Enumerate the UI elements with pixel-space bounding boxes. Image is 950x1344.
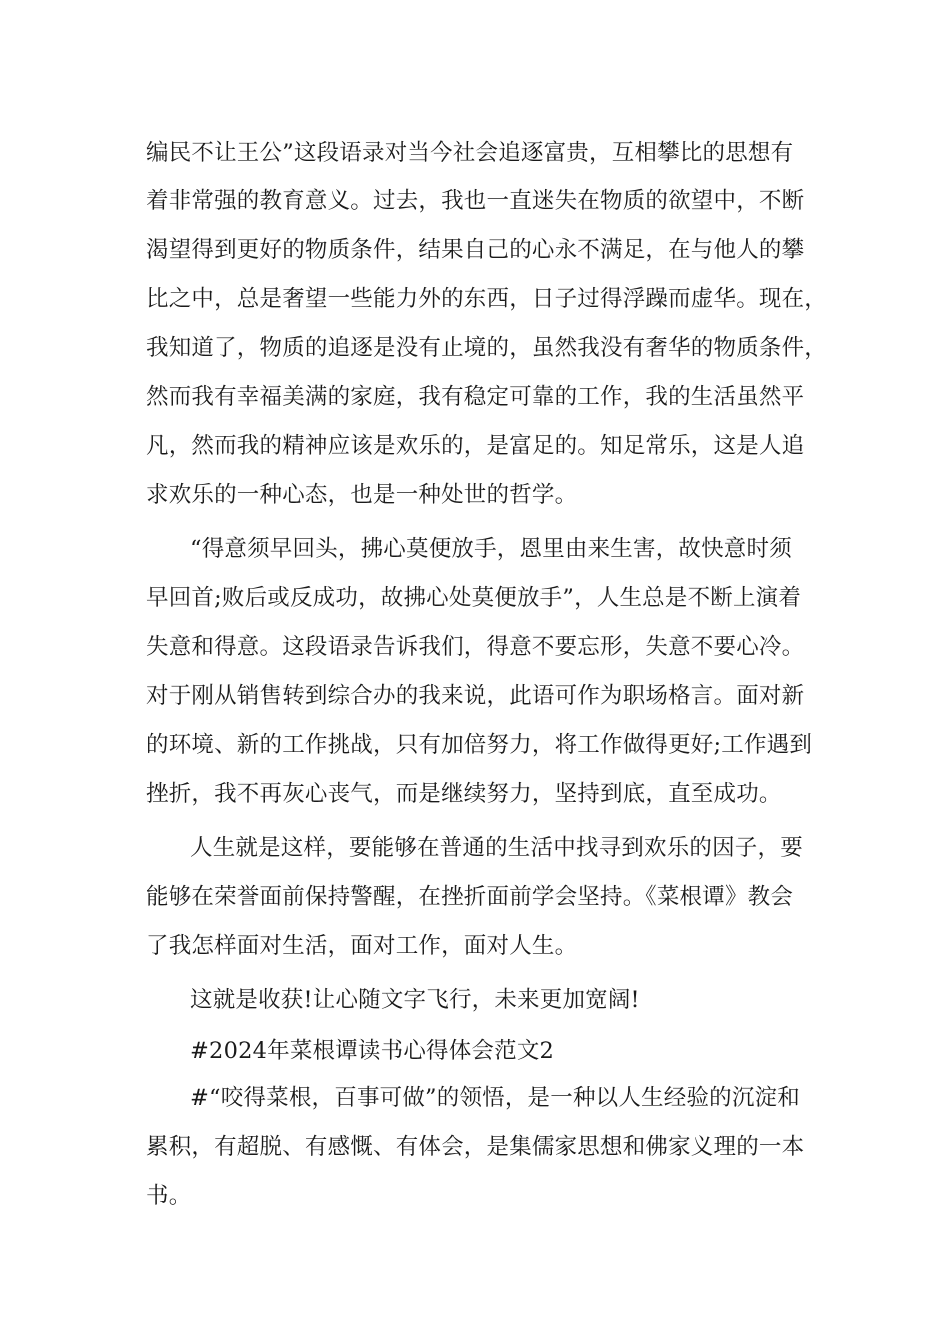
- text-line: 的环境、新的工作挑战，只有加倍努力，将工作做得更好;工作遇到: [146, 732, 813, 758]
- text-line: 挫折，我不再灰心丧气，而是继续努力，坚持到底，直至成功。: [146, 781, 782, 807]
- text-line: 书。: [146, 1183, 192, 1209]
- text-line: 失意和得意。这段语录告诉我们，得意不要忘形，失意不要心冷。: [146, 634, 805, 660]
- text-line: 然而我有幸福美满的家庭，我有稳定可靠的工作，我的生活虽然平: [146, 384, 805, 410]
- paragraph-start-line: #“咬得菜根，百事可做”的领悟，是一种以人生经验的沉淀和: [190, 1085, 800, 1111]
- text-line: 能够在荣誉面前保持警醒，在挫折面前学会坚持。《菜根谭》教会: [146, 884, 794, 910]
- text-line: 对于刚从销售转到综合办的我来说，此语可作为职场格言。面对新: [146, 683, 805, 709]
- text-line: 累积，有超脱、有感慨、有体会，是集儒家思想和佛家义理的一本: [146, 1134, 805, 1160]
- text-line: 着非常强的教育意义。过去，我也一直迷失在物质的欲望中，不断: [146, 188, 805, 214]
- text-line: 求欢乐的一种心态，也是一种处世的哲学。: [146, 482, 578, 508]
- text-line: 早回首;败后或反成功，故拂心处莫便放手”，人生总是不断上演着: [146, 585, 802, 611]
- text-line: 比之中，总是奢望一些能力外的东西，日子过得浮躁而虚华。现在，: [146, 286, 828, 312]
- text-line: 渴望得到更好的物质条件，结果自己的心永不满足，在与他人的攀: [146, 237, 805, 263]
- text-line: 了我怎样面对生活，面对工作，面对人生。: [146, 933, 578, 959]
- paragraph-start-line: “得意须早回头，拂心莫便放手，恩里由来生害，故快意时须: [190, 536, 792, 562]
- section-heading: #2024年菜根谭读书心得体会范文2: [190, 1038, 555, 1064]
- text-line: 编民不让王公”这段语录对当今社会追逐富贵，互相攀比的思想有: [146, 140, 794, 166]
- text-line: 凡，然而我的精神应该是欢乐的，是富足的。知足常乐，这是人追: [146, 433, 805, 459]
- text-line: 我知道了，物质的追逐是没有止境的，虽然我没有奢华的物质条件，: [146, 335, 828, 361]
- paragraph-start-line: 人生就是这样，要能够在普通的生活中找寻到欢乐的因子，要: [190, 835, 803, 861]
- paragraph-start-line: 这就是收获!让心随文字飞行，未来更加宽阔!: [190, 987, 640, 1013]
